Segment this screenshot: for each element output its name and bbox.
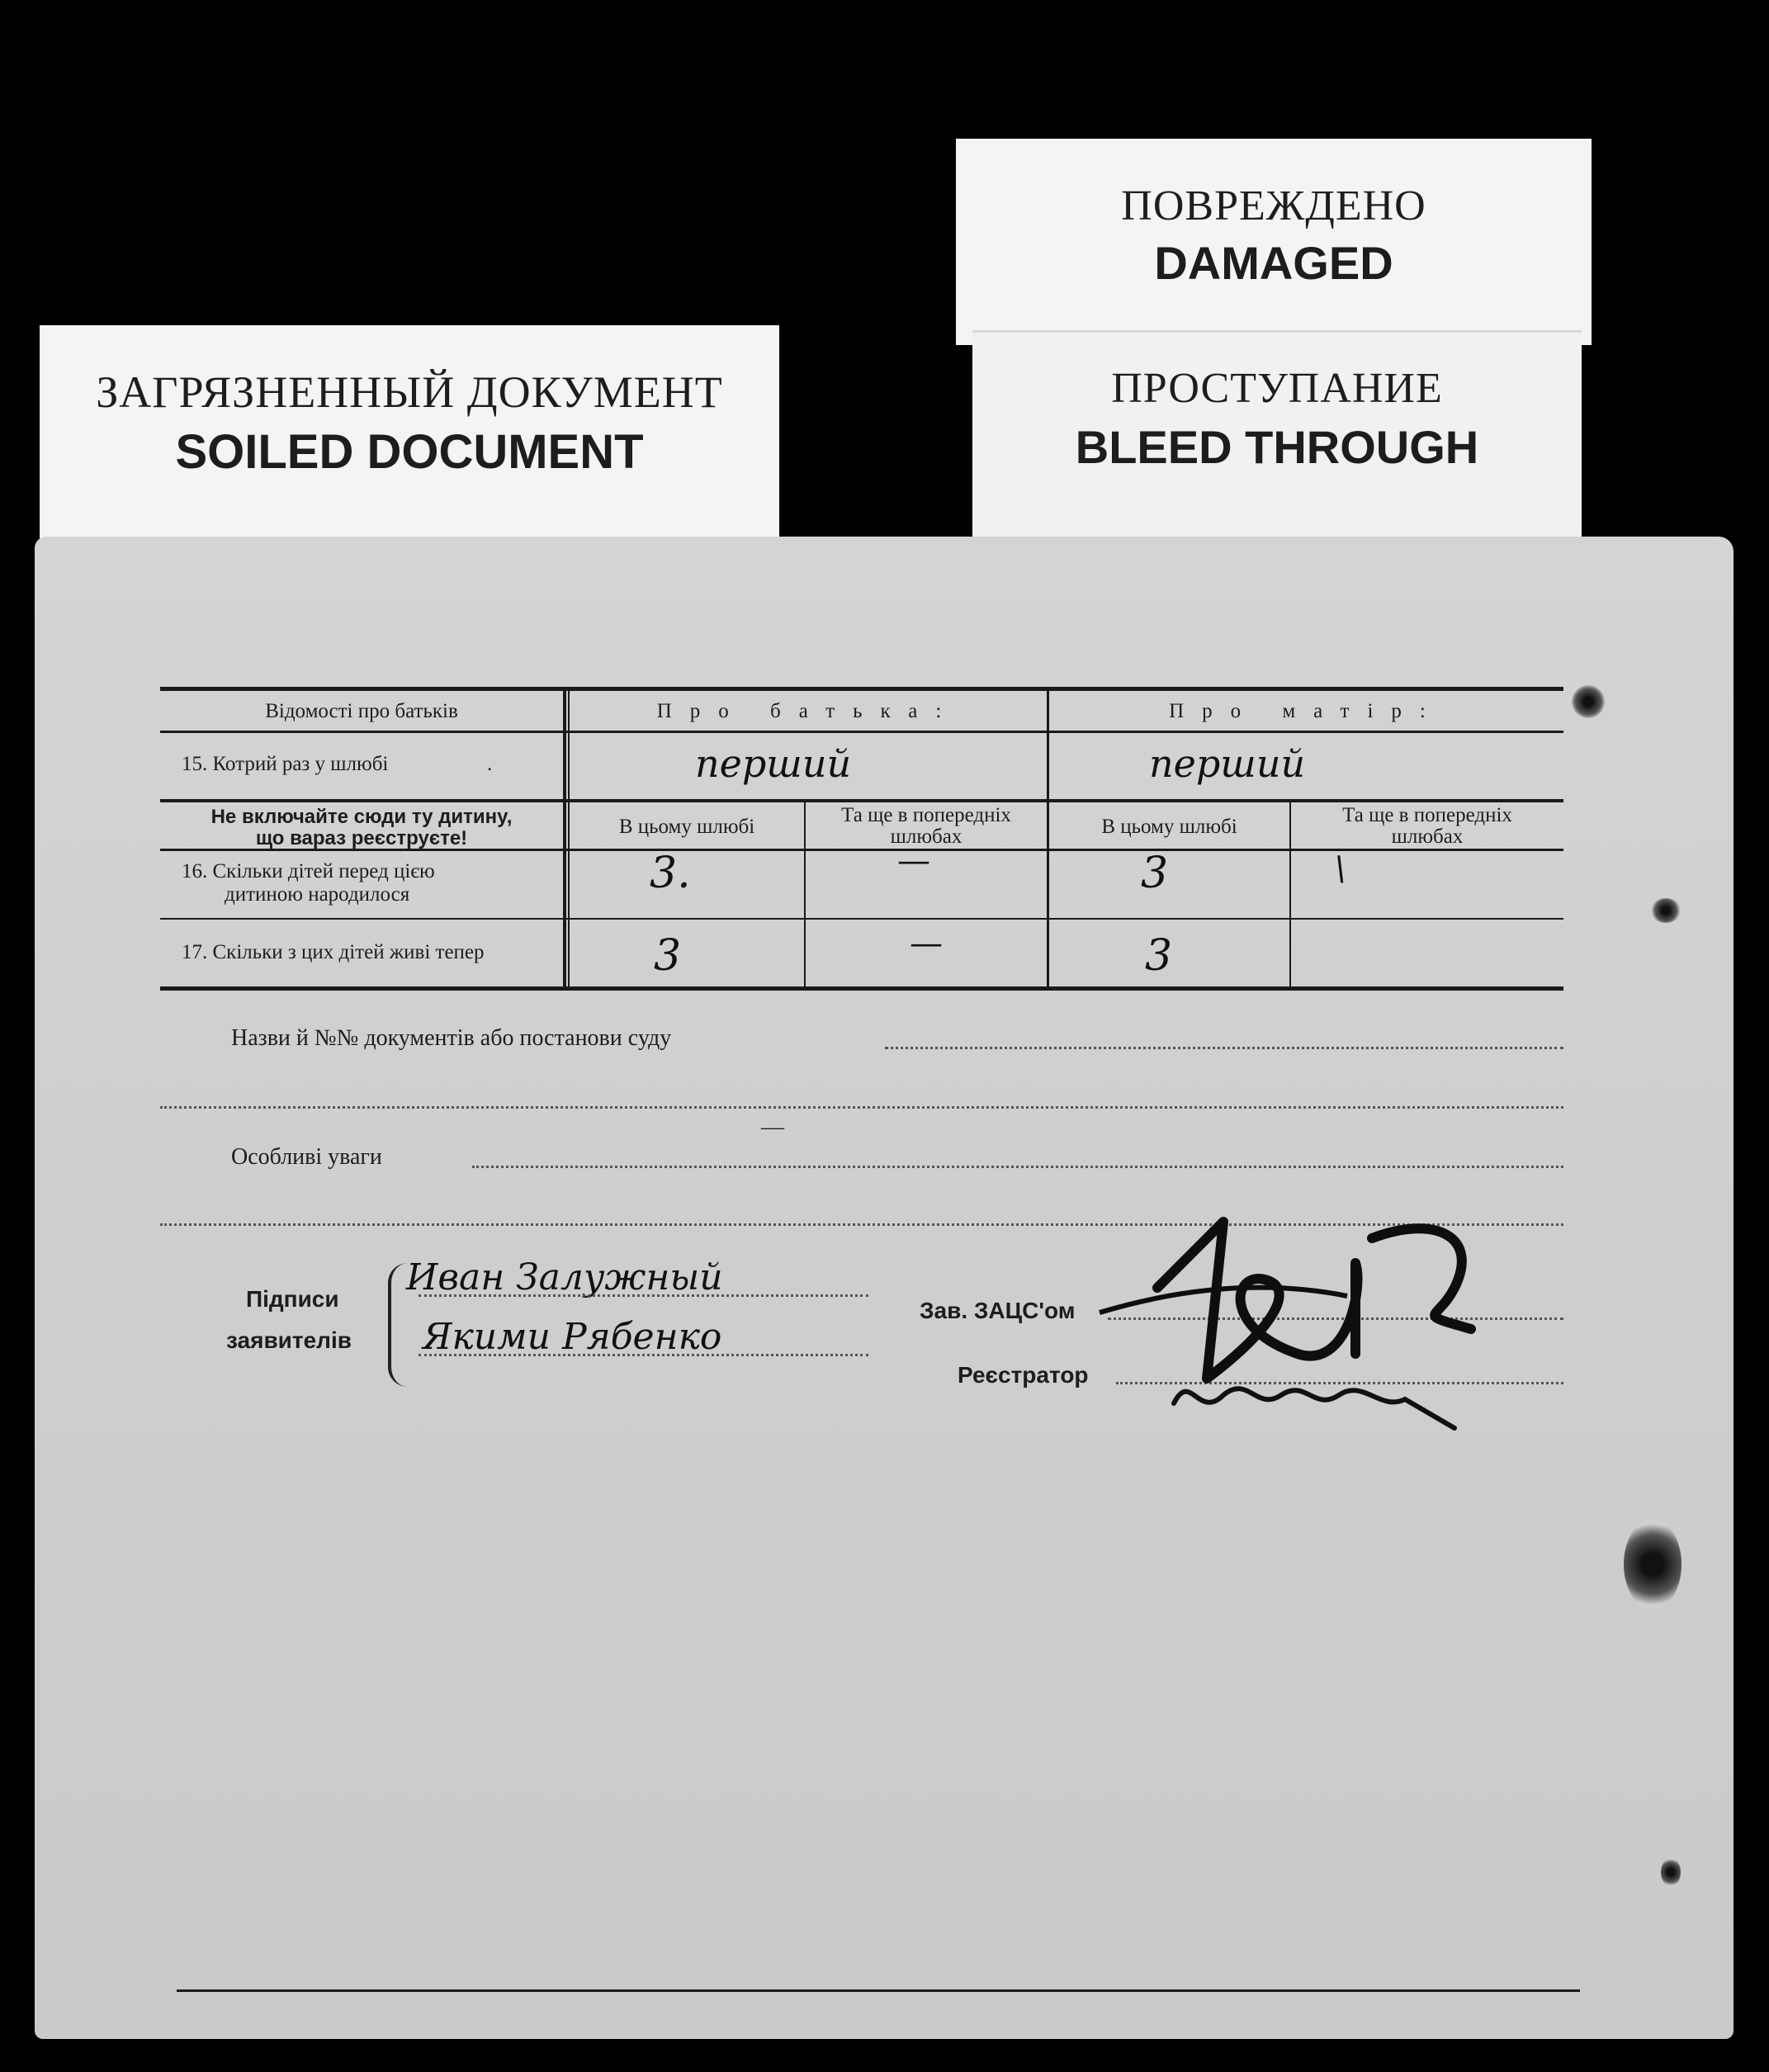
applicant-signature-1: Иван Залужный — [406, 1256, 723, 1299]
notes-field-line — [472, 1166, 1563, 1168]
soiled-document-tag — [40, 325, 779, 565]
header-info: Відомості про батьків — [265, 700, 458, 722]
subheader-this-marriage-mother: В цьому шлюбі — [1101, 816, 1237, 838]
row16-mother-prev: \ — [1335, 850, 1346, 888]
row16-father-this: 3. — [650, 849, 691, 898]
punch-hole — [1572, 685, 1605, 718]
row15-label: 15. Котрий раз у шлюбі — [182, 753, 389, 775]
soiled-label-en: SOILED DOCUMENT — [175, 425, 644, 479]
table-col-rule — [1047, 687, 1049, 991]
table-bottom-rule — [160, 986, 1563, 991]
header-mother: Про матір: — [1169, 700, 1444, 722]
row16-father-prev: — — [897, 842, 930, 880]
soiled-label-ru: ЗАГРЯЗНЕННЫЙ ДОКУМЕНТ — [96, 367, 723, 417]
head-label: Зав. ЗАЦС'ом — [920, 1298, 1076, 1323]
documents-field-line-2 — [160, 1106, 1563, 1109]
note-line1: Не включайте сюди ту дитину, — [210, 806, 513, 828]
subheader-this-marriage-father: В цьому шлюбі — [618, 816, 755, 838]
subheader-prev-marriages-father-2: шлюбах — [890, 825, 963, 848]
header-father: Про батька: — [656, 700, 960, 722]
subheader-prev-marriages-father-1: Та ще в попередніх — [841, 804, 1011, 826]
row17-label: 17. Скільки з цих дітей живі тепер — [182, 941, 485, 963]
row16-label-line1: 16. Скільки дітей перед цією — [182, 860, 435, 882]
registrar-label: Реєстратор — [958, 1362, 1089, 1388]
applicants-label-line1: Підписи — [246, 1286, 339, 1312]
row17-father-this: 3 — [654, 931, 682, 981]
applicants-brace — [388, 1263, 408, 1387]
row15-dot: . — [487, 753, 493, 775]
table-rule — [160, 918, 1563, 920]
applicants-label-line2: заявителів — [226, 1327, 352, 1353]
punch-hole — [1661, 1857, 1681, 1887]
registrar-signature-mark — [1166, 1354, 1479, 1445]
row16-mother-this: 3 — [1141, 849, 1169, 898]
punch-hole — [1624, 1519, 1681, 1610]
applicant-line-1 — [419, 1294, 868, 1297]
bleed-through-tag — [972, 330, 1582, 545]
bottom-rule — [177, 1989, 1580, 1992]
bleed-label-ru: ПРОСТУПАНИЕ — [1111, 365, 1443, 412]
row16-label-line2: дитиною народилося — [225, 883, 410, 906]
notes-label: Особливі уваги — [231, 1144, 382, 1170]
row15-mother-value: перший — [1149, 741, 1306, 786]
row17-mother-this: 3 — [1145, 931, 1173, 981]
note-line2: що вараз реєструєте! — [255, 827, 468, 849]
documents-dash: — — [761, 1114, 784, 1140]
table-col-rule — [563, 687, 566, 991]
applicant-line-2 — [419, 1354, 868, 1356]
documents-label: Назви й №№ документів або постанови суду — [231, 1025, 672, 1051]
damaged-label-ru: ПОВРЕЖДЕНО — [1121, 182, 1426, 229]
table-rule — [160, 731, 1563, 733]
bleed-label-en: BLEED THROUGH — [1075, 421, 1479, 473]
document-sheet — [35, 537, 1734, 2039]
row17-father-prev: — — [910, 925, 943, 963]
punch-hole — [1651, 898, 1681, 923]
table-rule — [160, 799, 1563, 802]
subheader-prev-marriages-mother-2: шлюбах — [1391, 825, 1464, 848]
documents-field-line — [885, 1047, 1563, 1049]
row15-father-value: перший — [695, 741, 852, 786]
subheader-prev-marriages-mother-1: Та ще в попередніх — [1342, 804, 1512, 826]
damaged-tag — [956, 139, 1592, 345]
table-col-rule — [568, 687, 570, 991]
applicant-signature-2: Якими Рябенко — [423, 1316, 722, 1358]
table-top-rule — [160, 687, 1563, 691]
damaged-label-en: DAMAGED — [1154, 237, 1393, 289]
